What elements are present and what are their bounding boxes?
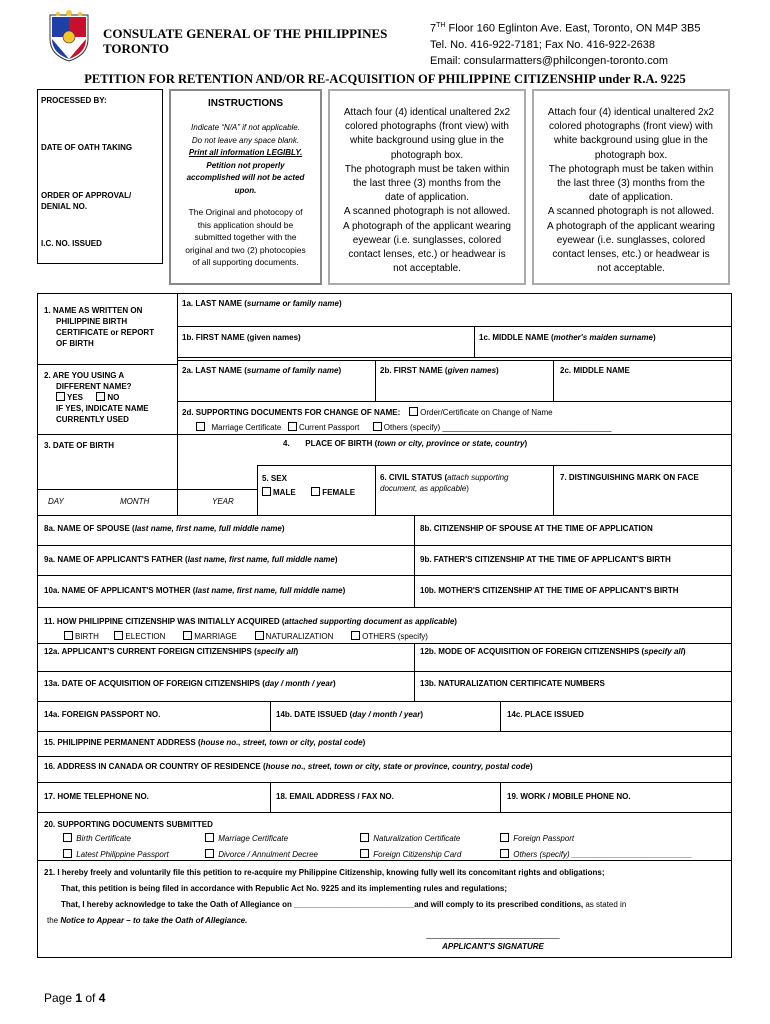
f1a-label: 1a. LAST NAME (	[182, 299, 247, 308]
photo-1-line-12: not acceptable.	[393, 263, 461, 275]
photo-1-line-11: contact lenses, etc.) or headwear is	[348, 249, 506, 261]
order-approval-label	[41, 190, 131, 212]
field-10b-mother-citizenship[interactable]: 10b. MOTHER'S CITIZENSHIP AT THE TIME OF APPLICANT'S BIRTH	[420, 586, 679, 595]
processed-by-label: PROCESSED BY:	[41, 96, 107, 105]
others-acquired-checkbox[interactable]	[351, 631, 360, 640]
page-current: 1	[75, 991, 83, 1005]
field-2d-supporting-docs	[182, 405, 612, 435]
photo-1-line-3: white background using glue in the	[350, 135, 504, 147]
photo-2-line-4: photograph box.	[594, 149, 668, 161]
f15-hint: house no., street, town or city, postal code	[200, 738, 363, 747]
yes-checkbox[interactable]	[56, 392, 65, 401]
marriage-cert-checkbox[interactable]	[205, 833, 214, 842]
current-passport-checkbox[interactable]	[288, 422, 297, 431]
others-docs-checkbox[interactable]	[500, 849, 509, 858]
field-19-work-phone[interactable]: 19. WORK / MOBILE PHONE NO.	[507, 792, 631, 801]
consulate-address-block	[430, 18, 700, 69]
field-1a-last-name[interactable]	[182, 298, 342, 309]
field-2c-middle-name[interactable]: 2c. MIDDLE NAME	[560, 366, 630, 375]
current-passport-label: Current Passport	[298, 423, 360, 432]
instr-p2-line-1: The Original and photocopy of	[188, 207, 303, 217]
others-docs-label: Others (specify) ___________________________	[513, 850, 693, 859]
f1-line-4: OF BIRTH	[56, 339, 94, 348]
photo-2-line-3: white background using glue in the	[554, 135, 708, 147]
f1a-hint: surname or family name	[246, 299, 339, 308]
instr-p2-line-2: this application should be	[197, 219, 294, 230]
field-21-declaration	[44, 865, 729, 929]
photo-2-line-11: contact lenses, etc.) or headwear is	[552, 249, 710, 261]
election-checkbox[interactable]	[114, 631, 123, 640]
field-14a-foreign-passport[interactable]: 14a. FOREIGN PASSPORT NO.	[44, 710, 161, 719]
male-checkbox[interactable]	[262, 487, 271, 496]
photo-2-line-1: Attach four (4) identical unaltered 2x2	[547, 107, 715, 118]
birth-checkbox[interactable]	[64, 631, 73, 640]
photo-1-line-9: A photograph of the applicant wearing	[343, 220, 511, 232]
f9a-label: 9a. NAME OF APPLICANT'S FATHER (	[44, 555, 188, 564]
field-2a-last-name[interactable]	[182, 365, 341, 376]
divorce-decree-label: Divorce / Annulment Decree	[218, 850, 318, 859]
no-label: NO	[107, 393, 120, 402]
f12a-hint: specify all	[256, 647, 296, 656]
field-9b-father-citizenship[interactable]: 9b. FATHER'S CITIZENSHIP AT THE TIME OF APPLICANT'S BIRTH	[420, 555, 671, 564]
female-label: FEMALE	[322, 488, 356, 497]
f15-label: 15. PHILIPPINE PERMANENT ADDRESS (	[44, 738, 201, 747]
f12a-label: 12a. APPLICANT'S CURRENT FOREIGN CITIZENSHIPS (	[44, 647, 257, 656]
page-of: of	[82, 991, 99, 1005]
foreign-passport-checkbox[interactable]	[500, 833, 509, 842]
field-14b-date-issued[interactable]	[276, 709, 423, 720]
photo-2-line-12: not acceptable.	[597, 263, 665, 275]
f20-row-2c	[360, 847, 461, 862]
field-15-ph-address[interactable]	[44, 737, 365, 748]
f2a-hint: surname of family name	[246, 366, 339, 375]
f12b-label: 12b. MODE OF ACQUISITION OF FOREIGN CITIZENSHIPS (	[420, 647, 645, 656]
ic-no-label: I.C. NO. ISSUED	[41, 239, 102, 248]
f5-options	[262, 486, 355, 500]
f4-hint: town or city, province or state, country	[377, 439, 525, 448]
page-total: 4	[98, 991, 106, 1005]
photo-2-line-2: colored photographs (front view) with	[549, 121, 713, 133]
field-12b-mode-of-acquisition[interactable]	[420, 646, 686, 657]
birth-label: BIRTH	[75, 632, 99, 641]
f16-close: )	[530, 762, 533, 771]
signature-line[interactable]: ______________________________	[426, 930, 560, 939]
field-2-label	[44, 370, 149, 425]
dob-day-label: DAY	[48, 497, 64, 506]
marriage-cert-label: Marriage Certificate	[218, 834, 289, 843]
f13a-label: 13a. DATE OF ACQUISITION OF FOREIGN CITIZENSHIPS (	[44, 679, 265, 688]
f20-row-1	[63, 831, 131, 846]
field-18-email-fax[interactable]: 18. EMAIL ADDRESS / FAX NO.	[276, 792, 394, 801]
photo-1-line-7: date of application.	[385, 192, 469, 204]
org-line-2: TORONTO	[103, 41, 169, 56]
f16-hint: house no., street, town or city, state or province, country, postal code	[265, 762, 530, 771]
f21-line-4	[44, 913, 729, 929]
divorce-decree-checkbox[interactable]	[205, 849, 214, 858]
field-3-date-of-birth: 3. DATE OF BIRTH	[44, 441, 115, 450]
field-11-citizenship-acquired	[44, 614, 457, 644]
instr-p2-line-5: of all supporting documents.	[192, 257, 299, 267]
f1-line-3: CERTIFICATE or REPORT	[56, 328, 155, 337]
f2-line-2: DIFFERENT NAME?	[56, 382, 132, 391]
f21-line-1: 21. I hereby freely and voluntarily file this petition to re-acquire my Philippine Citizenship, knowing fully well its concomitant rights and obligations;	[44, 868, 605, 877]
f12b-close: )	[682, 647, 686, 656]
f2b-close: )	[496, 366, 499, 375]
photo-box-2-text	[534, 106, 728, 276]
female-checkbox[interactable]	[311, 487, 320, 496]
instr-line-1: Indicate “N/A” if not applicable.	[191, 123, 300, 132]
f2d-label: 2d. SUPPORTING DOCUMENTS FOR CHANGE OF NAME:	[182, 408, 401, 417]
f2d-row-2	[182, 420, 612, 435]
f21-line-3b: as stated in	[583, 900, 627, 909]
election-label: ELECTION	[125, 632, 166, 641]
f2-yes-no	[44, 392, 149, 403]
instructions-para-2	[171, 206, 320, 269]
marriage-label: MARRIAGE	[194, 632, 237, 641]
field-9a-father-name[interactable]	[44, 554, 338, 565]
photo-1-line-6: the last three (3) months from the	[353, 178, 501, 190]
photo-2-line-6: the last three (3) months from the	[557, 178, 705, 190]
f6-hint-1: attach supporting	[447, 473, 509, 482]
f21-line-3a: That, I hereby acknowledge to take the Oath of Allegiance on ___________________________and will comply to its prescribed conditions,	[61, 900, 584, 909]
field-17-home-phone[interactable]: 17. HOME TELEPHONE NO.	[44, 792, 149, 801]
others-checkbox[interactable]	[373, 422, 382, 431]
birth-cert-label: Birth Certificate	[76, 834, 131, 843]
f20-row-1c	[360, 831, 460, 846]
no-checkbox[interactable]	[96, 392, 105, 401]
f13a-close: )	[332, 679, 336, 688]
f12b-hint: specify all	[644, 647, 683, 656]
dob-year-label: YEAR	[212, 497, 234, 506]
birth-cert-checkbox[interactable]	[63, 833, 72, 842]
latest-ph-passport-label: Latest Philippine Passport	[76, 850, 169, 859]
f14b-close: )	[420, 710, 424, 719]
yes-label: YES	[67, 393, 84, 402]
field-5-sex	[262, 472, 355, 500]
f1c-close: )	[652, 333, 656, 342]
f14b-hint: day / month / year	[352, 710, 421, 719]
f4-num: 4.	[283, 439, 290, 448]
f6-label: 6. CIVIL STATUS (	[380, 473, 448, 482]
f20-label: 20. SUPPORTING DOCUMENTS SUBMITTED	[44, 820, 213, 829]
page-prefix: Page	[44, 991, 76, 1005]
foreign-passport-label: Foreign Passport	[513, 834, 575, 843]
naturalization-cert-checkbox[interactable]	[360, 833, 369, 842]
instr-p2-line-4: original and two (2) photocopies	[185, 244, 306, 255]
field-13a-date-acquisition[interactable]	[44, 678, 336, 689]
f16-label: 16. ADDRESS IN CANADA OR COUNTRY OF RESIDENCE (	[44, 762, 266, 771]
f8a-close: )	[281, 524, 285, 533]
f2a-close: )	[338, 366, 342, 375]
org-line-1: CONSULATE GENERAL OF THE PHILIPPINES	[103, 26, 388, 41]
photo-2-line-9: A photograph of the applicant wearing	[547, 220, 715, 232]
field-4-place-of-birth[interactable]	[283, 438, 527, 449]
f2-line-1: 2. ARE YOU USING A	[44, 371, 125, 380]
field-2b-first-name[interactable]	[380, 365, 499, 376]
f21-line-4a: the	[47, 916, 61, 925]
f9a-hint: last name, first name, full middle name	[187, 555, 335, 564]
f1a-close: )	[338, 299, 342, 308]
marriage-certificate-label: Marriage Certificate	[211, 423, 282, 432]
field-1c-middle-name[interactable]	[479, 332, 656, 343]
f9a-close: )	[334, 555, 338, 564]
instructions-text	[171, 122, 320, 197]
instr-line-3: Print all information LEGIBLY.	[188, 148, 303, 157]
f8a-hint: last name, first name, full middle name	[134, 524, 282, 533]
instr-line-4: Petition not properly	[206, 160, 285, 170]
field-8a-spouse-name[interactable]	[44, 523, 285, 534]
latest-ph-passport-checkbox[interactable]	[63, 849, 72, 858]
f1c-hint: mother's maiden surname	[553, 333, 653, 342]
f11-label: 11. HOW PHILIPPINE CITIZENSHIP WAS INITIALLY ACQUIRED (	[44, 617, 285, 626]
others-acquired-label: OTHERS (specify)	[362, 632, 428, 641]
street-address: Floor 160 Eglinton Ave. East, Toronto, ON M4P 3B5	[445, 22, 701, 35]
f13a-hint: day / month / year	[264, 679, 333, 688]
field-10a-mother-name[interactable]	[44, 585, 345, 596]
instr-line-5: accomplished will not be acted	[186, 173, 305, 182]
photo-1-line-5: The photograph must be taken within	[344, 163, 510, 175]
floor-number: 7	[430, 22, 437, 35]
tel-fax-line: Tel. No. 416-922-7181; Fax No. 416-922-2638	[430, 38, 656, 51]
f14b-label: 14b. DATE ISSUED (	[276, 710, 353, 719]
email-line: Email: consularmatters@philcongen-toronto.com	[430, 54, 668, 67]
order-certificate-checkbox[interactable]	[409, 407, 418, 416]
f20-row-2b	[205, 847, 318, 862]
field-13b-naturalization-cert[interactable]: 13b. NATURALIZATION CERTIFICATE NUMBERS	[420, 679, 605, 688]
f5-label: 5. SEX	[262, 474, 287, 483]
date-of-oath-label: DATE OF OATH TAKING	[41, 143, 133, 152]
photo-2-line-5: The photograph must be taken within	[548, 163, 714, 175]
male-label: MALE	[273, 488, 296, 497]
f21-line-2: That, this petition is being filed in accordance with Republic Act No. 9225 and its implementing rules and regulations;	[61, 884, 507, 893]
f10a-close: )	[342, 586, 346, 595]
f8a-label: 8a. NAME OF SPOUSE (	[44, 524, 135, 533]
f11-options	[44, 629, 457, 644]
f2a-label: 2a. LAST NAME (	[182, 366, 247, 375]
others-label: Others (specify) ______________________________________	[383, 423, 612, 432]
field-8b-spouse-citizenship[interactable]: 8b. CITIZENSHIP OF SPOUSE AT THE TIME OF APPLICATION	[420, 524, 653, 533]
f15-close: )	[362, 738, 366, 747]
field-7-distinguishing-mark[interactable]: 7. DISTINGUISHING MARK ON FACE	[560, 473, 699, 482]
page-number	[44, 991, 105, 1005]
photo-1-line-1: Attach four (4) identical unaltered 2x2	[343, 107, 511, 118]
f1-line-1: 1. NAME AS WRITTEN ON	[44, 306, 143, 315]
photo-box-1-text	[330, 106, 524, 276]
photo-2-line-10: eyewear (i.e. sunglasses, colored	[556, 234, 706, 246]
naturalization-cert-label: Naturalization Certificate	[373, 834, 461, 843]
foreign-id-checkbox[interactable]	[360, 849, 369, 858]
f1-line-2: PHILIPPINE BIRTH	[56, 317, 128, 326]
f2-line-3: IF YES, INDICATE NAME	[56, 404, 149, 413]
f2-line-4: CURRENTLY USED	[56, 415, 129, 424]
f20-row-1b	[205, 831, 288, 846]
photo-1-line-2: colored photographs (front view) with	[345, 121, 509, 133]
f4-close: )	[524, 439, 528, 448]
f21-line-4b: Notice to Appear – to take the Oath of Allegiance.	[60, 916, 248, 925]
naturalization-label: NATURALIZATION	[265, 632, 334, 641]
f11-hint: attached supporting document as applicable	[284, 617, 455, 626]
signature-label: APPLICANT'S SIGNATURE	[442, 942, 544, 951]
f6-hint-2: document, as applicable	[380, 484, 467, 493]
org-name	[103, 26, 387, 56]
f4-label: PLACE OF BIRTH (	[305, 439, 378, 448]
instr-line-2: Do not leave any space blank.	[191, 135, 300, 145]
f12a-close: )	[295, 647, 299, 656]
floor-superscript: TH	[436, 22, 446, 29]
f2b-hint: given names	[447, 366, 497, 375]
photo-2-line-8: A scanned photograph is not allowed.	[547, 206, 715, 218]
photo-1-line-10: eyewear (i.e. sunglasses, colored	[352, 234, 502, 246]
marriage-certificate-checkbox[interactable]	[196, 422, 205, 431]
marriage-checkbox[interactable]	[183, 631, 192, 640]
photo-1-line-8: A scanned photograph is not allowed.	[343, 206, 511, 218]
field-14c-place-issued[interactable]: 14c. PLACE ISSUED	[507, 710, 584, 719]
instr-p2-line-3: submitted together with the	[194, 232, 297, 242]
address-line	[430, 18, 700, 37]
f11-close: )	[454, 617, 457, 626]
dob-month-label: MONTH	[120, 497, 150, 506]
f20-row-2d	[500, 847, 692, 862]
field-20-supporting-docs	[44, 817, 213, 832]
field-16-residence-address[interactable]	[44, 761, 533, 772]
field-1b-first-name[interactable]: 1b. FIRST NAME (given names)	[182, 333, 301, 342]
order-certificate-label: Order/Certificate on Change of Name	[420, 408, 553, 417]
order-approval-line-2: DENIAL NO.	[41, 202, 88, 211]
field-1-label	[44, 305, 154, 349]
f6-close: )	[466, 484, 469, 493]
f20-row-1d	[500, 831, 574, 846]
f20-row-2	[63, 847, 169, 862]
field-6-civil-status[interactable]	[380, 472, 509, 494]
form-title: PETITION FOR RETENTION AND/OR RE-ACQUISITION OF PHILIPPINE CITIZENSHIP under R.A. 9225	[84, 72, 686, 86]
f2b-label: 2b. FIRST NAME (	[380, 366, 448, 375]
photo-1-line-4: photograph box.	[390, 149, 464, 161]
f2d-row-1	[182, 405, 612, 420]
naturalization-checkbox[interactable]	[255, 631, 264, 640]
philippine-seal-logo	[46, 9, 92, 63]
order-approval-line-1: ORDER OF APPROVAL/	[41, 191, 132, 200]
photo-2-line-7: date of application.	[589, 192, 673, 204]
f1c-label: 1c. MIDDLE NAME (	[479, 333, 554, 342]
f10a-hint: last name, first name, full middle name	[195, 586, 343, 595]
instructions-title: INSTRUCTIONS	[208, 98, 283, 109]
foreign-id-label: Foreign Citizenship Card	[373, 850, 462, 859]
f21-line-3	[44, 897, 729, 913]
field-12a-foreign-citizenships[interactable]	[44, 646, 298, 657]
instr-line-6: upon.	[234, 185, 257, 195]
f10a-label: 10a. NAME OF APPLICANT'S MOTHER (	[44, 586, 196, 595]
